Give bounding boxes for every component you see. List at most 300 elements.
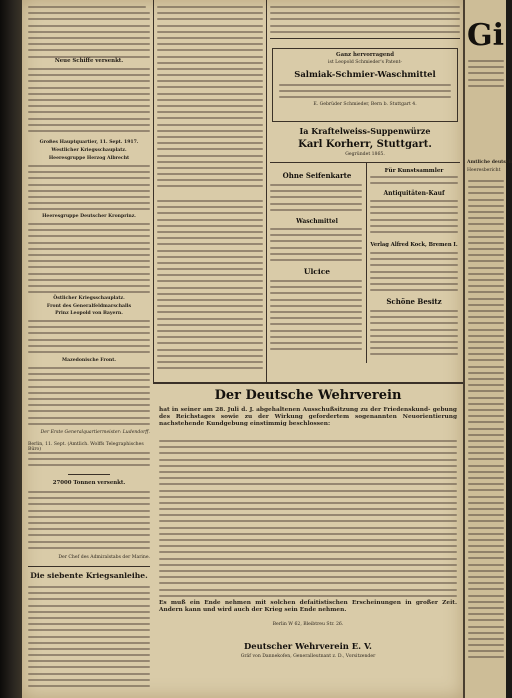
text-line	[157, 243, 263, 245]
text-line	[28, 386, 150, 388]
text-line	[279, 90, 451, 92]
text-line	[157, 200, 263, 202]
text-line	[270, 203, 362, 205]
text-line	[157, 43, 263, 45]
text-line	[28, 685, 150, 687]
text-line	[28, 464, 150, 466]
text-line	[157, 250, 263, 252]
text-line	[370, 289, 458, 291]
adjacent-page	[463, 0, 512, 698]
text-line	[28, 379, 150, 381]
text-line	[157, 105, 263, 107]
text-line	[28, 629, 150, 631]
text-line	[370, 258, 458, 260]
text-line	[28, 43, 150, 45]
text-line	[28, 202, 150, 204]
text-line	[157, 148, 263, 150]
text-line	[159, 582, 457, 584]
text-line	[28, 124, 150, 126]
text-line	[157, 367, 263, 369]
column-rule	[266, 0, 267, 382]
text-line	[270, 280, 362, 282]
text-line	[468, 72, 504, 74]
text-line	[270, 336, 362, 338]
text-block	[157, 200, 263, 373]
text-line	[159, 564, 457, 566]
article-emphasis: Es muß ein Ende nehmen mit solchen defaitistischen Erscheinungen in großer Zeit. Andern kann und wird auch der Krieg sein Ende nehmen.	[159, 600, 457, 613]
text-line	[468, 66, 504, 68]
text-line	[28, 623, 150, 625]
text-line	[468, 186, 504, 188]
subheadline: Heeresgruppe Deutscher Kronprinz.	[42, 214, 136, 219]
text-line	[28, 503, 150, 505]
text-line	[28, 49, 150, 51]
text-block	[468, 60, 504, 91]
text-line	[28, 598, 150, 600]
text-line	[28, 586, 150, 588]
text-block	[270, 280, 362, 354]
text-line	[28, 642, 150, 644]
text-line	[157, 231, 263, 233]
text-line	[28, 99, 150, 101]
text-line	[157, 324, 263, 326]
text-line	[28, 12, 150, 14]
text-line	[157, 212, 263, 214]
text-line	[28, 196, 150, 198]
text-line	[157, 80, 263, 82]
text-line	[28, 666, 150, 668]
text-line	[157, 62, 263, 64]
text-line	[468, 260, 504, 262]
text-line	[370, 225, 458, 227]
text-line	[270, 317, 362, 319]
text-line	[468, 595, 504, 597]
text-line	[468, 180, 504, 182]
text-line	[28, 547, 150, 549]
text-line	[468, 613, 504, 615]
text-block	[28, 223, 150, 297]
text-line	[468, 298, 504, 300]
text-block	[157, 6, 263, 192]
text-line	[468, 421, 504, 423]
newspaper-page	[22, 0, 463, 698]
ad-subtitle: ist Leopold Schmieder's Patent-	[328, 60, 402, 66]
text-line	[279, 84, 451, 86]
subheadline: Östlicher Kriegsschauplatz.	[53, 296, 125, 301]
text-line	[468, 85, 504, 87]
text-line	[28, 6, 146, 8]
text-line	[159, 539, 457, 541]
text-block	[159, 440, 457, 601]
subheadline: Westlicher Kriegsschauplatz.	[51, 148, 127, 153]
text-line	[468, 372, 504, 374]
text-line	[28, 367, 150, 369]
wehrverein-article	[155, 384, 461, 698]
text-line	[28, 87, 150, 89]
text-line	[28, 320, 150, 322]
text-line	[28, 266, 150, 268]
text-line	[28, 497, 150, 499]
text-line	[28, 177, 150, 179]
ad-ulcice: Ulcice	[303, 267, 331, 276]
text-line	[157, 206, 263, 208]
text-line	[468, 576, 504, 578]
text-line	[468, 285, 504, 287]
text-line	[468, 638, 504, 640]
text-line	[468, 366, 504, 368]
subheadline: Prinz Leopold von Bayern.	[55, 311, 123, 316]
text-line	[468, 514, 504, 516]
text-line	[468, 471, 504, 473]
text-line	[28, 80, 150, 82]
text-line	[468, 440, 504, 442]
text-line	[28, 654, 150, 656]
text-line	[28, 648, 150, 650]
text-line	[468, 329, 504, 331]
text-line	[468, 378, 504, 380]
text-line	[468, 520, 504, 522]
text-block	[270, 184, 362, 215]
text-line	[468, 477, 504, 479]
text-line	[270, 209, 362, 211]
text-line	[270, 196, 362, 198]
text-line	[370, 335, 458, 337]
text-line	[468, 242, 504, 244]
text-line	[270, 18, 460, 20]
divider	[28, 566, 150, 567]
text-line	[157, 130, 263, 132]
ad-waschmittel: Waschmittel	[296, 218, 338, 225]
text-line	[370, 231, 458, 233]
text-line	[157, 18, 263, 20]
text-line	[468, 601, 504, 603]
text-line	[468, 335, 504, 337]
text-line	[157, 93, 263, 95]
text-line	[157, 237, 263, 239]
text-line	[157, 111, 263, 113]
text-line	[157, 355, 263, 357]
text-line	[270, 190, 362, 192]
text-block	[28, 6, 150, 62]
text-line	[28, 273, 150, 275]
text-line	[157, 299, 263, 301]
text-line	[157, 12, 263, 14]
ad-product: Salmiak-Schmier-Waschmittel	[294, 68, 436, 79]
text-line	[159, 551, 457, 553]
headline: Die siebente Kriegsanleihe.	[30, 571, 148, 580]
article-org: Deutscher Wehrverein E. V.	[244, 641, 372, 651]
divider	[68, 474, 110, 475]
text-line	[159, 570, 457, 572]
text-line	[468, 588, 504, 590]
text-line	[468, 199, 504, 201]
text-line	[159, 483, 457, 485]
text-line	[468, 248, 504, 250]
text-line	[468, 316, 504, 318]
text-line	[370, 271, 458, 273]
text-line	[28, 617, 150, 619]
text-line	[468, 626, 504, 628]
text-line	[28, 541, 150, 543]
text-line	[28, 592, 150, 594]
text-block	[28, 320, 150, 357]
text-line	[370, 277, 458, 279]
text-line	[370, 310, 458, 312]
text-line	[28, 516, 150, 518]
text-line	[370, 353, 458, 355]
text-line	[28, 458, 150, 460]
text-line	[28, 68, 150, 70]
text-line	[157, 37, 263, 39]
text-line	[159, 502, 457, 504]
column-rule	[366, 163, 367, 363]
text-line	[270, 184, 362, 186]
column-1	[28, 0, 150, 698]
text-line	[28, 332, 150, 334]
text-line	[468, 236, 504, 238]
text-line	[28, 636, 150, 638]
masthead-fragment: Gi	[467, 18, 505, 53]
text-line	[157, 31, 263, 33]
text-line	[468, 434, 504, 436]
text-line	[28, 679, 150, 681]
text-line	[28, 528, 150, 530]
text-block	[270, 6, 460, 37]
text-line	[159, 459, 457, 461]
text-line	[28, 398, 150, 400]
article-signatories: Gräf von Dannekofen, Generalleutnant z. D., Vorsitzender	[240, 654, 376, 659]
article-lead: hat in seiner am 28. Juli d. J. abgehaltenen Ausschußsitzung zu der Friedenskund- gebung des Reichstages sowie zu der Wirkung gefordertem sogenannten Neuorientierung nachstehende Kundgebung einstimmig beschlossen:	[159, 407, 457, 427]
text-line	[28, 223, 150, 225]
text-line	[270, 247, 362, 249]
text-line	[370, 219, 458, 221]
text-line	[159, 527, 457, 529]
text-line	[28, 339, 150, 341]
text-line	[157, 349, 263, 351]
text-line	[28, 392, 150, 394]
text-line	[468, 397, 504, 399]
text-line	[28, 242, 150, 244]
text-line	[157, 225, 263, 227]
text-line	[468, 291, 504, 293]
text-line	[270, 12, 460, 14]
signature-line: Der Chef des Admiralstabs der Marine.	[58, 555, 150, 560]
text-line	[157, 256, 263, 258]
text-line	[157, 117, 263, 119]
text-line	[157, 74, 263, 76]
text-line	[157, 173, 263, 175]
text-line	[28, 208, 150, 210]
text-line	[468, 428, 504, 430]
text-line	[159, 520, 457, 522]
text-line	[159, 440, 457, 442]
text-line	[468, 564, 504, 566]
text-line	[370, 316, 458, 318]
text-line	[370, 206, 458, 208]
text-line	[28, 345, 150, 347]
text-line	[468, 551, 504, 553]
column-3-ads	[270, 0, 460, 382]
text-line	[468, 452, 504, 454]
text-line	[157, 361, 263, 363]
text-line	[157, 155, 263, 157]
text-line	[468, 79, 504, 81]
text-line	[157, 6, 263, 8]
text-line	[157, 330, 263, 332]
text-line	[468, 254, 504, 256]
text-block	[270, 228, 362, 265]
text-line	[28, 373, 150, 375]
text-block	[28, 452, 150, 471]
text-line	[159, 490, 457, 492]
text-line	[468, 508, 504, 510]
text-line	[28, 184, 150, 186]
text-line	[157, 185, 263, 187]
text-line	[28, 673, 150, 675]
text-line	[157, 124, 263, 126]
side-heading: Heeresbericht	[467, 168, 501, 173]
text-line	[468, 545, 504, 547]
text-line	[157, 268, 263, 270]
column-2	[157, 0, 263, 382]
text-line	[28, 605, 150, 607]
text-line	[28, 165, 150, 167]
text-line	[370, 182, 458, 184]
ad-kunstsammler: Für Kunstsammler	[384, 168, 444, 174]
ad-antiquitaeten: Antiquitäten-Kauf	[383, 190, 445, 197]
text-line	[468, 347, 504, 349]
text-line	[28, 510, 150, 512]
divider	[270, 162, 460, 163]
text-block	[28, 367, 150, 429]
text-line	[157, 305, 263, 307]
text-line	[157, 311, 263, 313]
text-line	[159, 477, 457, 479]
subheadline: Großes Hauptquartier, 11. Sept. 1917.	[39, 140, 139, 145]
text-line	[157, 161, 263, 163]
text-block	[370, 200, 458, 237]
text-line	[157, 49, 263, 51]
ad-seifenkarte: Ohne Seifenkarte	[282, 171, 352, 180]
text-line	[468, 619, 504, 621]
text-line	[28, 326, 150, 328]
text-line	[468, 403, 504, 405]
text-line	[270, 234, 362, 236]
text-line	[28, 534, 150, 536]
text-line	[28, 171, 150, 173]
ad-korherr-sub: Gegründet 1865.	[345, 152, 385, 157]
text-line	[157, 68, 263, 70]
text-line	[468, 483, 504, 485]
text-block	[28, 586, 150, 691]
text-line	[370, 322, 458, 324]
text-line	[159, 508, 457, 510]
text-line	[28, 190, 150, 192]
text-line	[468, 211, 504, 213]
text-line	[159, 533, 457, 535]
text-line	[468, 409, 504, 411]
text-line	[468, 359, 504, 361]
text-line	[468, 390, 504, 392]
text-line	[28, 105, 150, 107]
ad-salmiak	[272, 48, 458, 122]
text-line	[468, 273, 504, 275]
text-line	[28, 417, 150, 419]
text-line	[468, 650, 504, 652]
text-line	[370, 341, 458, 343]
text-line	[468, 205, 504, 207]
text-line	[28, 130, 150, 132]
text-line	[28, 25, 150, 27]
text-line	[159, 465, 457, 467]
subheadline: Front des Generalfeldmarschalls	[46, 304, 132, 309]
text-line	[28, 18, 150, 20]
text-line	[370, 176, 458, 178]
text-line	[468, 502, 504, 504]
text-line	[468, 632, 504, 634]
text-line	[28, 291, 150, 293]
ad-korherr: Karl Korherr, Stuttgart.	[298, 139, 432, 150]
text-line	[468, 341, 504, 343]
text-line	[370, 264, 458, 266]
text-line	[270, 259, 362, 261]
text-line	[270, 6, 460, 8]
text-line	[468, 446, 504, 448]
text-line	[28, 404, 150, 406]
text-line	[468, 384, 504, 386]
text-line	[157, 262, 263, 264]
text-line	[157, 142, 263, 144]
text-line	[28, 279, 150, 281]
text-line	[159, 545, 457, 547]
text-line	[28, 260, 150, 262]
text-line	[468, 310, 504, 312]
text-line	[270, 323, 362, 325]
text-line	[159, 446, 457, 448]
text-line	[468, 557, 504, 559]
article-title: Der Deutsche Wehrverein	[214, 388, 402, 403]
headline: Neue Schiffe versenkt.	[54, 58, 124, 64]
subheadline: Mazedonische Front.	[62, 358, 116, 363]
text-block	[468, 180, 504, 663]
text-line	[157, 336, 263, 338]
text-line	[157, 342, 263, 344]
text-line	[28, 74, 150, 76]
text-line	[159, 496, 457, 498]
text-line	[270, 228, 362, 230]
text-line	[270, 286, 362, 288]
text-line	[270, 311, 362, 313]
text-line	[159, 514, 457, 516]
text-line	[370, 200, 458, 202]
text-block	[370, 310, 458, 360]
text-line	[28, 118, 150, 120]
text-line	[468, 223, 504, 225]
text-line	[28, 37, 150, 39]
text-line	[270, 292, 362, 294]
text-line	[468, 656, 504, 658]
article-address: Berlin W 62, Bleibtreu Str. 26.	[272, 622, 344, 627]
text-line	[157, 179, 263, 181]
text-line	[468, 496, 504, 498]
text-line	[270, 253, 362, 255]
text-line	[270, 305, 362, 307]
text-block	[370, 252, 458, 295]
text-line	[468, 322, 504, 324]
text-line	[28, 93, 150, 95]
text-line	[28, 660, 150, 662]
text-line	[468, 230, 504, 232]
